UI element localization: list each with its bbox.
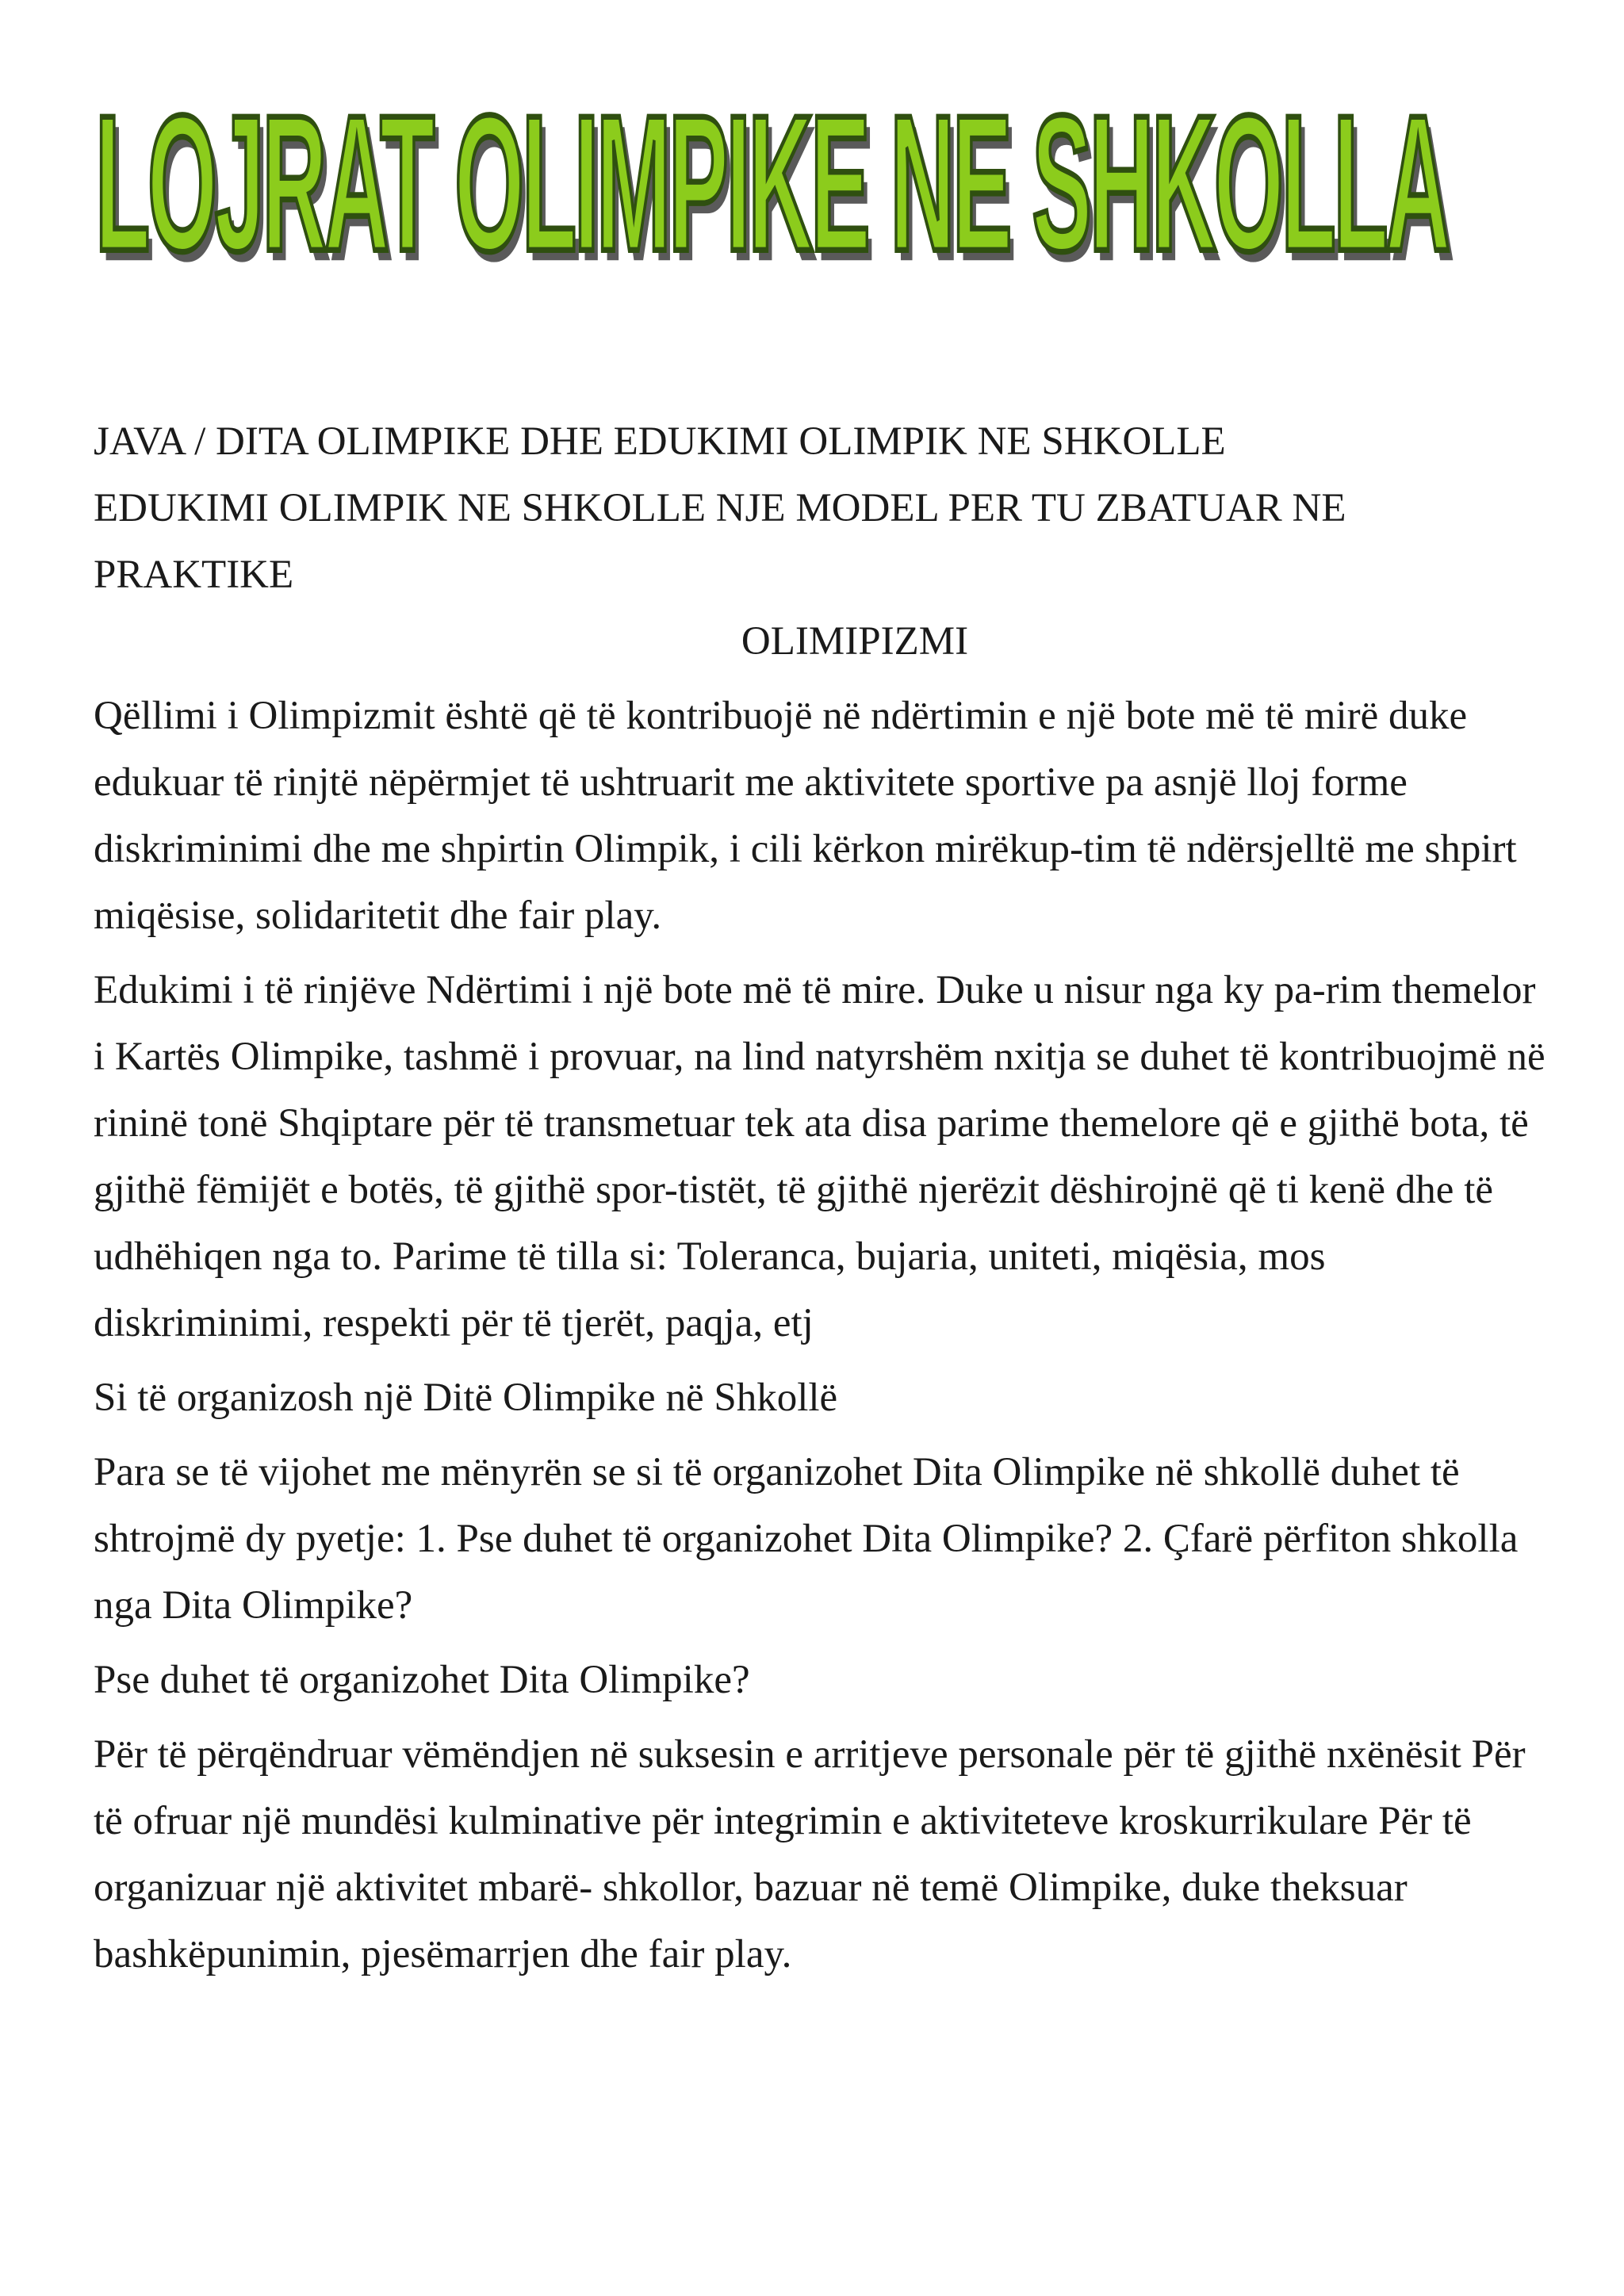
paragraph-edukimi: Edukimi i të rinjëve Ndërtimi i një bote më të mire. Duke u nisur nga ky pa-rim themelor i Kartës Olimpike, tashmë i provuar, na lind natyrshëm nxitja se duhet të kontribuojmë në rininë tonë Shqiptare për të transmetuar tek ata disa parime themelore që e gjithë bota, të gjithë fëmijët e botës, të gjithë spor-tistët, të gjithë njerëzit dëshirojnë që ti kenë dhe të udhëhiqen nga to. Parime të tilla si: Toleranca, bujaria, uniteti, miqësia, mos diskriminimi, respekti për të tjerët, paqja, etj	[94, 968, 1545, 1345]
paragraph-reasons: Për të përqëndruar vëmëndjen në suksesin e arritjeve personale për të gjithë nxënësit Për të ofruar një mundësi kulminative për integrimin e aktiviteteve kroskurrikulare Për të organizuar një aktivitet mbarë- shkollor, bazuar në temë Olimpike, duke theksuar bashkëpunimin, pjesëmarrjen dhe fair play.	[94, 1732, 1526, 1976]
heading-line-2: EDUKIMI OLIMPIK NE SHKOLLE NJE MODEL PER TU ZBATUAR NE PRAKTIKE	[94, 486, 1346, 597]
page-title: LOJRAT OLIMPIKE NE SHKOLLA	[95, 75, 1448, 292]
paragraph-questions: Para se të vijohet me mënyrën se si të organizohet Dita Olimpike në shkollë duhet të shtrojmë dy pyetje: 1. Pse duhet të organizohet Dita Olimpike? 2. Çfarë përfiton shkolla nga Dita Olimpike?	[94, 1450, 1519, 1628]
document-body	[94, 408, 1553, 1988]
subheading-organize: Si të organizosh një Ditë Olimpike në Shkollë	[94, 1376, 838, 1420]
title-banner	[95, 75, 1459, 293]
paragraph-olimpizmi: Qëllimi i Olimpizmit është që të kontribuojë në ndërtimin e një bote më të mirë duke edukuar të rinjtë nëpërmjet të ushtruarit me aktivitete sportive pa asnjë lloj forme diskriminimi dhe me shpirtin Olimpik, i cili kërkon mirëkup-tim të ndërsjelltë me shpirt miqësise, solidaritetit dhe fair play.	[94, 694, 1517, 938]
section-title: OLIMIPIZMI	[741, 619, 969, 664]
heading-line-1: JAVA / DITA OLIMPIKE DHE EDUKIMI OLIMPIK NE SHKOLLE	[94, 419, 1226, 464]
subheading-why: Pse duhet të organizohet Dita Olimpike?	[94, 1658, 750, 1702]
